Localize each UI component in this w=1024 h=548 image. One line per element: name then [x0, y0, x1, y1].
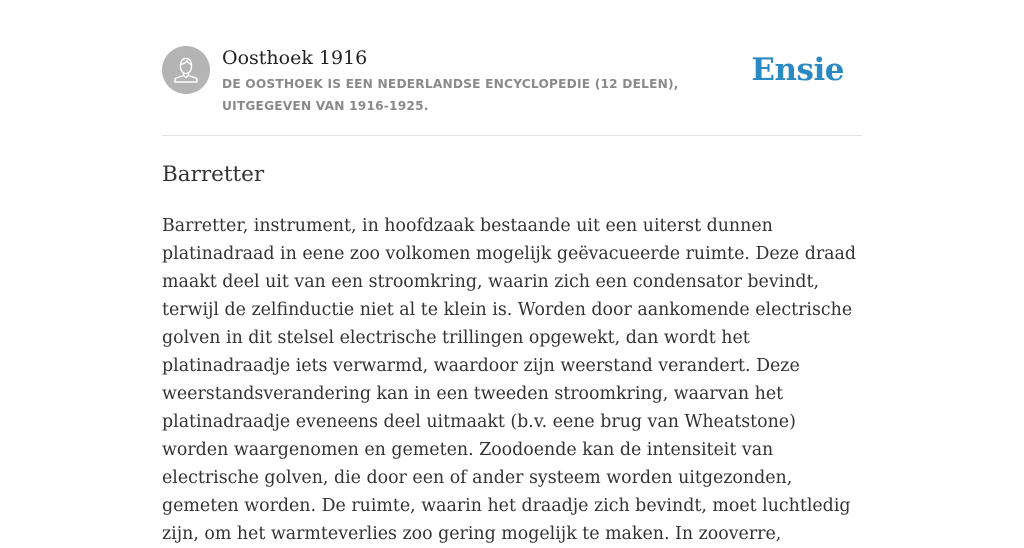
entry-title: Barretter — [162, 162, 265, 187]
header-divider — [162, 135, 862, 136]
user-icon[interactable] — [162, 46, 210, 94]
source-description: DE OOSTHOEK IS EEN NEDERLANDSE ENCYCLOPEDIE (12 DELEN), UITGEGEVEN VAN 1916-1925. — [222, 77, 679, 113]
entry-body: Barretter, instrument, in hoofdzaak bestaande uit een uiterst dunnen platinadraad in eene zoo volkomen mogelijk geëvacueerde ruimte. Deze draad maakt deel uit van een stroomkring, waarin zich een condensator bevindt, terwijl de zelfinductie niet al te klein is. Worden door aankomende electrische golven in dit stelsel electrische trillingen opgewekt, dan wordt het platinadraadje iets verwarmd, waardoor zijn weerstand verandert. Deze weerstandsverandering kan in een tweeden stroomkring, waarvan het platinadraadje eveneens deel uitmaakt (b.v. eene brug van Wheatstone) worden waargenomen en gemeten. Zoodoende kan de intensiteit van electrische golven, die door een of ander systeem worden uitgezonden, gemeten worden. De ruimte, waarin het draadje zich bevindt, moet luchtledig zijn, om het warmteverlies zoo gering mogelijk te maken. In zooverre, — [162, 216, 857, 544]
ensie-logo[interactable]: Ensie — [751, 52, 844, 88]
source-title[interactable]: Oosthoek 1916 — [222, 47, 368, 69]
source-header — [162, 46, 862, 136]
